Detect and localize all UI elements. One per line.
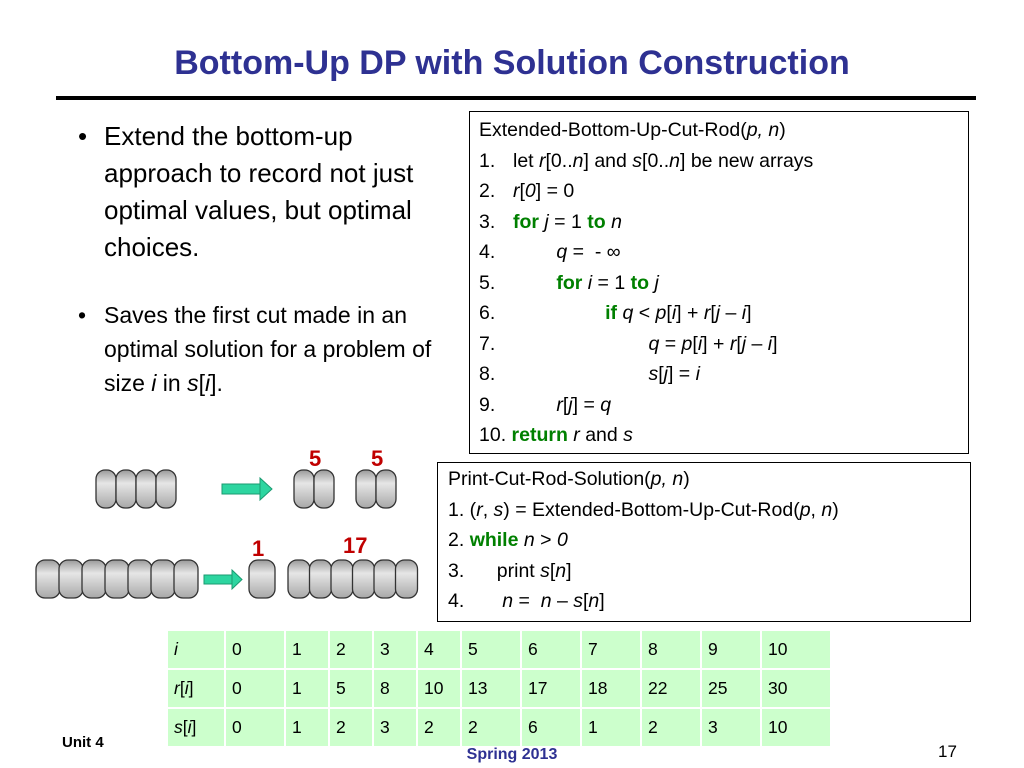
table-cell: 1 — [582, 709, 640, 746]
rod-segment — [294, 470, 314, 508]
rod-segment — [82, 560, 106, 598]
code-line: 4. n = n – s[n] — [448, 590, 605, 612]
rod-segment — [36, 560, 60, 598]
table-cell: 2 — [462, 709, 520, 746]
bullet-text: Saves the first cut made in an optimal solution for a problem of size i in s[i]. — [104, 302, 432, 396]
arrow-icon — [222, 478, 272, 500]
table-cell: 30 — [762, 670, 830, 707]
bullet-item — [78, 118, 458, 266]
bullet-text: Extend the bottom-up approach to record not just optimal values, but optimal choices. — [104, 121, 414, 262]
table-row — [168, 631, 830, 668]
rod-segment — [356, 470, 376, 508]
segment-length-label: 5 — [309, 446, 322, 471]
code-line: 8. s[j] = i — [479, 363, 700, 385]
code-line: 2. while n > 0 — [448, 529, 568, 551]
bullet-dot-icon: • — [78, 302, 87, 328]
print-cut-rod-pseudocode — [437, 462, 971, 622]
row-label: r[i] — [168, 670, 224, 707]
page-number: 17 — [938, 742, 957, 761]
code-line: 4. q = - ∞ — [479, 241, 621, 263]
table-cell: 0 — [226, 631, 284, 668]
table-cell: 1 — [286, 670, 328, 707]
table-cell: 9 — [702, 631, 760, 668]
table-cell: 1 — [286, 631, 328, 668]
table-cell: 8 — [642, 631, 700, 668]
table-row — [168, 670, 830, 707]
table-cell: 5 — [462, 631, 520, 668]
table-cell: 2 — [418, 709, 460, 746]
table-cell: 3 — [702, 709, 760, 746]
table-cell: 2 — [642, 709, 700, 746]
code-line: 5. for i = 1 to j — [479, 271, 659, 294]
table-cell: 10 — [762, 709, 830, 746]
segment-length-label: 17 — [343, 533, 368, 558]
rod-segment — [310, 560, 332, 598]
rod-segment — [174, 560, 198, 598]
table-cell: 0 — [226, 709, 284, 746]
table-cell: 22 — [642, 670, 700, 707]
slide-title: Bottom-Up DP with Solution Construction — [174, 44, 850, 82]
rod-segment — [396, 560, 418, 598]
table-row — [168, 709, 830, 746]
table-cell: 13 — [462, 670, 520, 707]
rod-segment — [128, 560, 152, 598]
row-label: i — [168, 631, 224, 668]
code-line: 1. (r, s) = Extended-Bottom-Up-Cut-Rod(p, n) — [448, 498, 839, 521]
segment-length-label: 1 — [252, 536, 265, 561]
rod-segment — [96, 470, 116, 508]
rod-segment — [314, 470, 334, 508]
table-cell: 10 — [418, 670, 460, 707]
table-cell: 2 — [330, 709, 372, 746]
table-cell: 3 — [374, 709, 416, 746]
row-label: s[i] — [168, 709, 224, 746]
rod-segment — [374, 560, 396, 598]
code-line: 3. for j = 1 to n — [479, 210, 622, 233]
table-cell: 25 — [702, 670, 760, 707]
bullet-dot-icon: • — [78, 121, 88, 151]
table-cell: 17 — [522, 670, 580, 707]
extended-bottom-up-pseudocode — [469, 111, 969, 454]
rod-segment — [156, 470, 176, 508]
rod-segment — [136, 470, 156, 508]
rod-segment — [59, 560, 83, 598]
rod-segment — [105, 560, 129, 598]
table-cell: 5 — [330, 670, 372, 707]
table-cell: 0 — [226, 670, 284, 707]
table-cell: 7 — [582, 631, 640, 668]
rod-segment — [249, 560, 275, 598]
table-cell: 4 — [418, 631, 460, 668]
code-line: Extended-Bottom-Up-Cut-Rod(p, n) — [479, 119, 786, 141]
code-line: 3. print s[n] — [448, 559, 572, 582]
code-line: 6. if q < p[i] + r[j – i] — [479, 302, 752, 324]
title-divider — [56, 96, 976, 100]
dp-table — [166, 629, 832, 748]
code-line: 9. r[j] = q — [479, 393, 612, 416]
segment-length-label: 5 — [371, 446, 384, 471]
rod-segment — [376, 470, 396, 508]
code-line: 1. let r[0..n] and s[0..n] be new arrays — [479, 149, 814, 172]
table-cell: 3 — [374, 631, 416, 668]
rod-segment — [353, 560, 375, 598]
arrow-icon — [204, 570, 242, 589]
bullet-item — [78, 298, 458, 400]
code-line: 10. return r and s — [479, 424, 633, 446]
bullet-list — [78, 118, 458, 400]
rod-segment — [151, 560, 175, 598]
table-cell: 18 — [582, 670, 640, 707]
table-cell: 6 — [522, 631, 580, 668]
table-cell: 6 — [522, 709, 580, 746]
code-line: 2. r[0] = 0 — [479, 180, 575, 202]
rod-segment — [288, 560, 310, 598]
table-cell: 2 — [330, 631, 372, 668]
footer-unit: Unit 4 — [62, 734, 104, 751]
code-line: 7. q = p[i] + r[j – i] — [479, 332, 778, 355]
table-cell: 10 — [762, 631, 830, 668]
rod-segment — [116, 470, 136, 508]
table-cell: 1 — [286, 709, 328, 746]
table-cell: 8 — [374, 670, 416, 707]
code-line: Print-Cut-Rod-Solution(p, n) — [448, 468, 690, 490]
rod-segment — [331, 560, 353, 598]
footer-term: Spring 2013 — [466, 746, 558, 763]
